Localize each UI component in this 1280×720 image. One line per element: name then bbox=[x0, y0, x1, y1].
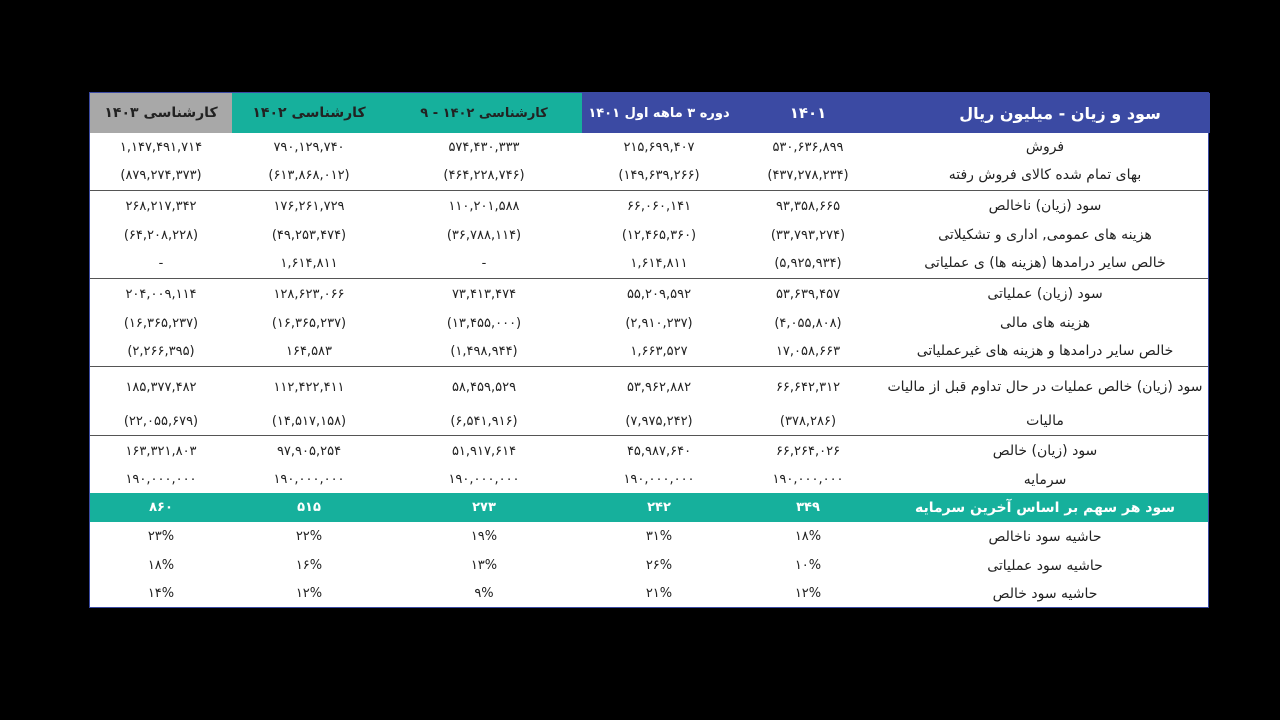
row-label: سود (زیان) خالص bbox=[992, 443, 1098, 459]
cell-q1-1401: (۷,۹۷۵,۲۴۲) bbox=[625, 413, 693, 429]
cell-1402: ۲۲% bbox=[295, 529, 323, 544]
eps-row bbox=[90, 493, 1208, 522]
cell-1402: (۶۱۳,۸۶۸,۰۱۲) bbox=[268, 167, 350, 183]
column-header-9m-1402: ۹ - ۱۴۰۲ کارشناسی bbox=[386, 93, 582, 133]
row-label: سود هر سهم بر اساس آخرین سرمایه bbox=[914, 499, 1176, 516]
table-title: سود و زیان - میلیون ریال bbox=[880, 93, 1210, 133]
table-row bbox=[90, 466, 1208, 493]
table-row bbox=[90, 337, 1208, 365]
cell-q1-1401: (۱۲,۴۶۵,۳۶۰) bbox=[621, 227, 697, 243]
cell-1403: (۸۷۹,۲۷۴,۳۷۳) bbox=[120, 167, 202, 183]
row-label: حاشیه سود خالص bbox=[992, 585, 1098, 602]
cell-1403: ۱۸۵,۳۷۷,۴۸۲ bbox=[125, 379, 197, 395]
cell-1402: (۱۶,۳۶۵,۲۳۷) bbox=[271, 315, 347, 331]
cell-1401: (۳۷۸,۲۸۶) bbox=[779, 413, 837, 429]
table-row bbox=[90, 367, 1208, 407]
cell-q1-1401: ۶۶,۰۶۰,۱۴۱ bbox=[626, 198, 692, 214]
cell-1401: ۱۹۰,۰۰۰,۰۰۰ bbox=[772, 472, 844, 487]
cell-9m-1402: ۷۳,۴۱۳,۴۷۴ bbox=[451, 286, 517, 302]
cell-q1-1401: ۱,۶۱۴,۸۱۱ bbox=[630, 255, 688, 271]
cell-1401: ۵۳,۶۳۹,۴۵۷ bbox=[775, 286, 841, 302]
cell-9m-1402: (۱,۴۹۸,۹۴۴) bbox=[450, 343, 518, 359]
cell-q1-1401: ۱,۶۶۳,۵۲۷ bbox=[630, 343, 688, 359]
row-label: سود (زیان) خالص عملیات در حال تداوم قبل از مالیات bbox=[887, 379, 1203, 395]
column-header-1402: ۱۴۰۲ کارشناسی bbox=[232, 93, 386, 133]
row-label: خالص سایر درامدها و هزینه های غیرعملیاتی bbox=[916, 343, 1174, 359]
table-row bbox=[90, 191, 1208, 221]
cell-q1-1401: ۲۱% bbox=[645, 586, 673, 601]
cell-9m-1402: ۱۱۰,۲۰۱,۵۸۸ bbox=[448, 198, 520, 214]
cell-1402: ۱۶۴,۵۸۳ bbox=[285, 343, 333, 359]
cell-1401: ۱۷,۰۵۸,۶۶۳ bbox=[775, 343, 841, 359]
cell-9m-1402: ۵۱,۹۱۷,۶۱۴ bbox=[451, 443, 517, 459]
cell-1402: ۱۹۰,۰۰۰,۰۰۰ bbox=[273, 472, 345, 487]
cell-1401: ۱۸% bbox=[794, 529, 822, 544]
cell-9m-1402: (۶,۵۴۱,۹۱۶) bbox=[450, 413, 518, 429]
cell-1402: ۱,۶۱۴,۸۱۱ bbox=[280, 255, 338, 271]
cell-1403: ۲۳% bbox=[147, 529, 175, 544]
cell-1403: ۱۶۳,۳۲۱,۸۰۳ bbox=[125, 443, 197, 459]
cell-9m-1402: ۱۹۰,۰۰۰,۰۰۰ bbox=[448, 472, 520, 487]
table-row bbox=[90, 161, 1208, 189]
cell-9m-1402: (۱۳,۴۵۵,۰۰۰) bbox=[446, 315, 522, 331]
row-label: هزینه های مالی bbox=[1000, 315, 1090, 331]
cell-1401: (۴,۰۵۵,۸۰۸) bbox=[774, 315, 842, 331]
cell-1401: ۱۰% bbox=[794, 558, 822, 573]
cell-q1-1401: ۴۵,۹۸۷,۶۴۰ bbox=[626, 443, 692, 459]
table-row bbox=[90, 309, 1208, 337]
cell-9m-1402: ۵۸,۴۵۹,۵۲۹ bbox=[451, 379, 517, 395]
table-row bbox=[90, 279, 1208, 309]
cell-q1-1401: ۵۵,۲۰۹,۵۹۲ bbox=[626, 286, 692, 302]
cell-9m-1402: ۱۹% bbox=[470, 529, 498, 544]
cell-1403: ۱۹۰,۰۰۰,۰۰۰ bbox=[125, 472, 197, 487]
cell-1403: (۱۶,۳۶۵,۲۳۷) bbox=[123, 315, 199, 331]
table-row bbox=[90, 580, 1208, 607]
row-label: بهای تمام شده کالای فروش رفته bbox=[948, 167, 1142, 183]
row-label: سود (زیان) ناخالص bbox=[988, 198, 1102, 214]
cell-1403: - bbox=[158, 255, 164, 271]
cell-q1-1401: ۱۹۰,۰۰۰,۰۰۰ bbox=[623, 472, 695, 487]
cell-1403: ۱,۱۴۷,۴۹۱,۷۱۴ bbox=[119, 139, 203, 155]
table-row bbox=[90, 221, 1208, 249]
table-row bbox=[90, 133, 1208, 161]
row-label: هزینه های عمومی, اداری و تشکیلاتی bbox=[938, 227, 1152, 243]
row-label: حاشیه سود ناخالص bbox=[988, 528, 1102, 545]
cell-9m-1402: (۳۶,۷۸۸,۱۱۴) bbox=[446, 227, 522, 243]
cell-1401: ۹۳,۳۵۸,۶۶۵ bbox=[775, 198, 841, 214]
column-header-1403: ۱۴۰۳ کارشناسی bbox=[90, 93, 232, 133]
table-row bbox=[90, 551, 1208, 580]
cell-1401: ۳۴۹ bbox=[796, 500, 820, 515]
cell-1402: ۹۷,۹۰۵,۲۵۴ bbox=[276, 443, 342, 459]
cell-9m-1402: (۴۶۴,۲۲۸,۷۴۶) bbox=[443, 167, 525, 183]
cell-1403: (۶۴,۲۰۸,۲۲۸) bbox=[123, 227, 199, 243]
cell-q1-1401: (۲,۹۱۰,۲۳۷) bbox=[625, 315, 693, 331]
cell-1402: ۱۱۲,۴۲۲,۴۱۱ bbox=[273, 379, 345, 395]
cell-1402: ۱۷۶,۲۶۱,۷۲۹ bbox=[273, 198, 345, 214]
row-label: سرمایه bbox=[1023, 471, 1067, 488]
column-header-1401: ۱۴۰۱ bbox=[736, 93, 880, 133]
cell-9m-1402: - bbox=[481, 255, 487, 271]
cell-1401: (۴۳۷,۲۷۸,۲۳۴) bbox=[767, 167, 849, 183]
cell-1403: ۱۸% bbox=[147, 558, 175, 573]
cell-1402: (۴۹,۲۵۳,۴۷۴) bbox=[271, 227, 347, 243]
row-label: مالیات bbox=[1026, 413, 1064, 429]
cell-q1-1401: ۲۶% bbox=[645, 558, 673, 573]
cell-1401: ۶۶,۶۴۲,۳۱۲ bbox=[775, 379, 841, 395]
cell-1402: ۱۲۸,۶۲۳,۰۶۶ bbox=[273, 286, 345, 302]
cell-1402: ۱۲% bbox=[295, 586, 323, 601]
cell-1403: ۱۴% bbox=[147, 586, 175, 601]
cell-1401: (۵,۹۲۵,۹۳۴) bbox=[774, 255, 842, 271]
cell-q1-1401: ۲۴۲ bbox=[647, 500, 671, 515]
cell-1403: (۲,۲۶۶,۳۹۵) bbox=[127, 343, 195, 359]
cell-1403: (۲۲,۰۵۵,۶۷۹) bbox=[123, 413, 199, 429]
cell-1403: ۸۶۰ bbox=[149, 500, 173, 515]
cell-q1-1401: (۱۴۹,۶۳۹,۲۶۶) bbox=[618, 167, 700, 183]
cell-1402: (۱۴,۵۱۷,۱۵۸) bbox=[271, 413, 347, 429]
cell-1403: ۲۰۴,۰۰۹,۱۱۴ bbox=[125, 286, 197, 302]
cell-q1-1401: ۳۱% bbox=[645, 529, 673, 544]
cell-9m-1402: ۲۷۳ bbox=[472, 500, 496, 515]
column-header-q1-1401: دوره ۳ ماهه اول ۱۴۰۱ bbox=[582, 93, 736, 133]
row-label: فروش bbox=[1025, 139, 1065, 155]
cell-1402: ۵۱۵ bbox=[297, 500, 321, 515]
row-label: سود (زیان) عملیاتی bbox=[987, 286, 1103, 302]
table-row bbox=[90, 249, 1208, 277]
cell-1401: ۵۳۰,۶۳۶,۸۹۹ bbox=[772, 139, 844, 155]
row-label: حاشیه سود عملیاتی bbox=[987, 557, 1103, 574]
cell-q1-1401: ۲۱۵,۶۹۹,۴۰۷ bbox=[623, 139, 695, 155]
cell-1403: ۲۶۸,۲۱۷,۳۴۲ bbox=[125, 198, 197, 214]
cell-1402: ۷۹۰,۱۲۹,۷۴۰ bbox=[273, 139, 345, 155]
table-row bbox=[90, 436, 1208, 466]
cell-1402: ۱۶% bbox=[295, 558, 323, 573]
cell-1401: ۶۶,۲۶۴,۰۲۶ bbox=[775, 443, 841, 459]
cell-1401: (۳۳,۷۹۳,۲۷۴) bbox=[770, 227, 846, 243]
cell-9m-1402: ۵۷۴,۴۳۰,۳۳۳ bbox=[448, 139, 520, 155]
row-label: خالص سایر درامدها (هزینه ها) ی عملیاتی bbox=[924, 255, 1166, 271]
cell-9m-1402: ۱۳% bbox=[470, 558, 498, 573]
table-row bbox=[90, 407, 1208, 435]
cell-q1-1401: ۵۳,۹۶۲,۸۸۲ bbox=[626, 379, 692, 395]
cell-9m-1402: ۹% bbox=[474, 586, 494, 601]
income-statement-table bbox=[89, 92, 1209, 608]
cell-1401: ۱۲% bbox=[794, 586, 822, 601]
table-row bbox=[90, 522, 1208, 551]
